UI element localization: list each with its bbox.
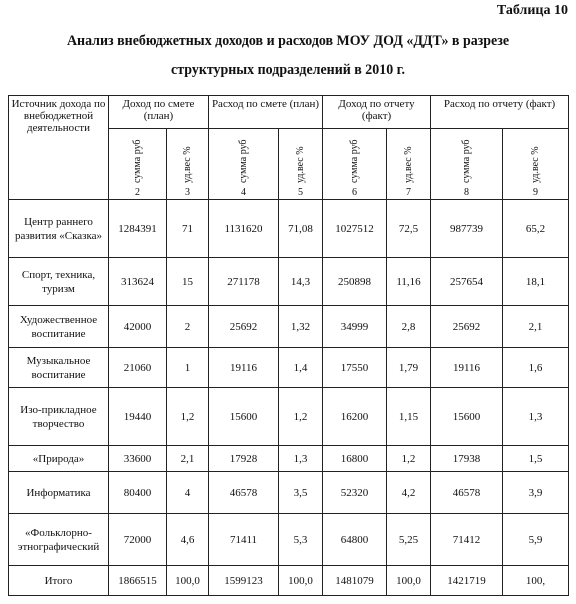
cell-sum: 25692	[431, 306, 503, 348]
cell-sum: 19116	[209, 348, 279, 388]
cell-sum: 1284391	[109, 200, 167, 258]
header-source: Источник дохода по внебюджетной деятельности	[9, 96, 109, 200]
cell-sum: 987739	[431, 200, 503, 258]
cell-share: 4,2	[387, 472, 431, 514]
cell-sum: 16800	[323, 446, 387, 472]
table-row	[9, 306, 569, 348]
header-sum: сумма руб	[109, 129, 167, 188]
cell-share: 5,9	[503, 514, 569, 566]
cell-share: 1,79	[387, 348, 431, 388]
revenue-expense-table	[8, 95, 569, 596]
cell-share: 2,1	[503, 306, 569, 348]
column-number: 5	[279, 187, 323, 200]
cell-share: 65,2	[503, 200, 569, 258]
cell-sum: 17938	[431, 446, 503, 472]
cell-share: 1,15	[387, 388, 431, 446]
cell-share: 14,3	[279, 258, 323, 306]
cell-sum: 64800	[323, 514, 387, 566]
header-share: уд.вес %	[387, 129, 431, 188]
cell-sum: 1866515	[109, 566, 167, 596]
cell-sum: 257654	[431, 258, 503, 306]
cell-share: 1,32	[279, 306, 323, 348]
cell-share: 1,6	[503, 348, 569, 388]
row-source-name: Центр раннего развития «Сказка»	[9, 200, 109, 258]
row-source-name: Итого	[9, 566, 109, 596]
row-source-name: Спорт, техника, туризм	[9, 258, 109, 306]
row-source-name: Информатика	[9, 472, 109, 514]
cell-share: 15	[167, 258, 209, 306]
cell-sum: 313624	[109, 258, 167, 306]
row-source-name: «Природа»	[9, 446, 109, 472]
cell-share: 72,5	[387, 200, 431, 258]
cell-sum: 19116	[431, 348, 503, 388]
cell-sum: 250898	[323, 258, 387, 306]
cell-sum: 15600	[431, 388, 503, 446]
cell-sum: 42000	[109, 306, 167, 348]
cell-share: 4	[167, 472, 209, 514]
cell-share: 1,3	[279, 446, 323, 472]
cell-share: 1,5	[503, 446, 569, 472]
cell-share: 18,1	[503, 258, 569, 306]
cell-share: 1,3	[503, 388, 569, 446]
cell-share: 100,0	[279, 566, 323, 596]
cell-share: 1,2	[167, 388, 209, 446]
cell-share: 1,2	[387, 446, 431, 472]
cell-share: 100,0	[387, 566, 431, 596]
cell-share: 71	[167, 200, 209, 258]
table-body	[9, 200, 569, 596]
column-number: 3	[167, 187, 209, 200]
cell-sum: 71411	[209, 514, 279, 566]
column-number: 4	[209, 187, 279, 200]
cell-sum: 52320	[323, 472, 387, 514]
cell-sum: 21060	[109, 348, 167, 388]
table-row	[9, 388, 569, 446]
header-share: уд.вес %	[279, 129, 323, 188]
cell-sum: 33600	[109, 446, 167, 472]
table-row	[9, 348, 569, 388]
cell-sum: 16200	[323, 388, 387, 446]
cell-sum: 1481079	[323, 566, 387, 596]
row-source-name: «Фольклорно-этнографический	[9, 514, 109, 566]
header-sum: сумма руб	[431, 129, 503, 188]
row-source-name: Художественное воспитание	[9, 306, 109, 348]
cell-share: 4,6	[167, 514, 209, 566]
cell-sum: 46578	[209, 472, 279, 514]
cell-sum: 34999	[323, 306, 387, 348]
cell-share: 100,	[503, 566, 569, 596]
cell-sum: 1599123	[209, 566, 279, 596]
header-sum: сумма руб	[323, 129, 387, 188]
cell-share: 1,4	[279, 348, 323, 388]
table-row	[9, 514, 569, 566]
cell-sum: 17550	[323, 348, 387, 388]
cell-share: 5,25	[387, 514, 431, 566]
cell-sum: 19440	[109, 388, 167, 446]
cell-share: 3,5	[279, 472, 323, 514]
cell-share: 11,16	[387, 258, 431, 306]
cell-sum: 1027512	[323, 200, 387, 258]
header-group-income-plan: Доход по смете (план)	[109, 96, 209, 129]
cell-sum: 72000	[109, 514, 167, 566]
cell-sum: 80400	[109, 472, 167, 514]
column-number: 6	[323, 187, 387, 200]
header-share: уд.вес %	[503, 129, 569, 188]
cell-share: 1	[167, 348, 209, 388]
cell-share: 2,8	[387, 306, 431, 348]
cell-share: 2	[167, 306, 209, 348]
cell-sum: 71412	[431, 514, 503, 566]
cell-share: 100,0	[167, 566, 209, 596]
column-number: 8	[431, 187, 503, 200]
table-row	[9, 200, 569, 258]
column-number: 9	[503, 187, 569, 200]
row-source-name: Музыкальное воспитание	[9, 348, 109, 388]
document-title-line-1: Анализ внебюджетных доходов и расходов МОУ ДОД «ДДТ» в разрезе	[66, 33, 510, 49]
column-number: 7	[387, 187, 431, 200]
cell-share: 2,1	[167, 446, 209, 472]
table-row	[9, 566, 569, 596]
header-group-income-fact: Доход по отчету (факт)	[323, 96, 431, 129]
cell-share: 71,08	[279, 200, 323, 258]
cell-sum: 17928	[209, 446, 279, 472]
cell-sum: 25692	[209, 306, 279, 348]
table-number-label: Таблица 10	[496, 3, 568, 18]
table-row	[9, 446, 569, 472]
cell-share: 5,3	[279, 514, 323, 566]
column-number: 2	[109, 187, 167, 200]
header-group-expense-plan: Расход по смете (план)	[209, 96, 323, 129]
cell-share: 3,9	[503, 472, 569, 514]
cell-share: 1,2	[279, 388, 323, 446]
cell-sum: 1421719	[431, 566, 503, 596]
header-share: уд.вес %	[167, 129, 209, 188]
header-sum: сумма руб	[209, 129, 279, 188]
header-group-expense-fact: Расход по отчету (факт)	[431, 96, 569, 129]
table-row	[9, 472, 569, 514]
table-row	[9, 258, 569, 306]
row-source-name: Изо-прикладное творчество	[9, 388, 109, 446]
cell-sum: 1131620	[209, 200, 279, 258]
document-title-line-2: структурных подразделений в 2010 г.	[171, 62, 405, 78]
cell-sum: 15600	[209, 388, 279, 446]
cell-sum: 271178	[209, 258, 279, 306]
cell-sum: 46578	[431, 472, 503, 514]
